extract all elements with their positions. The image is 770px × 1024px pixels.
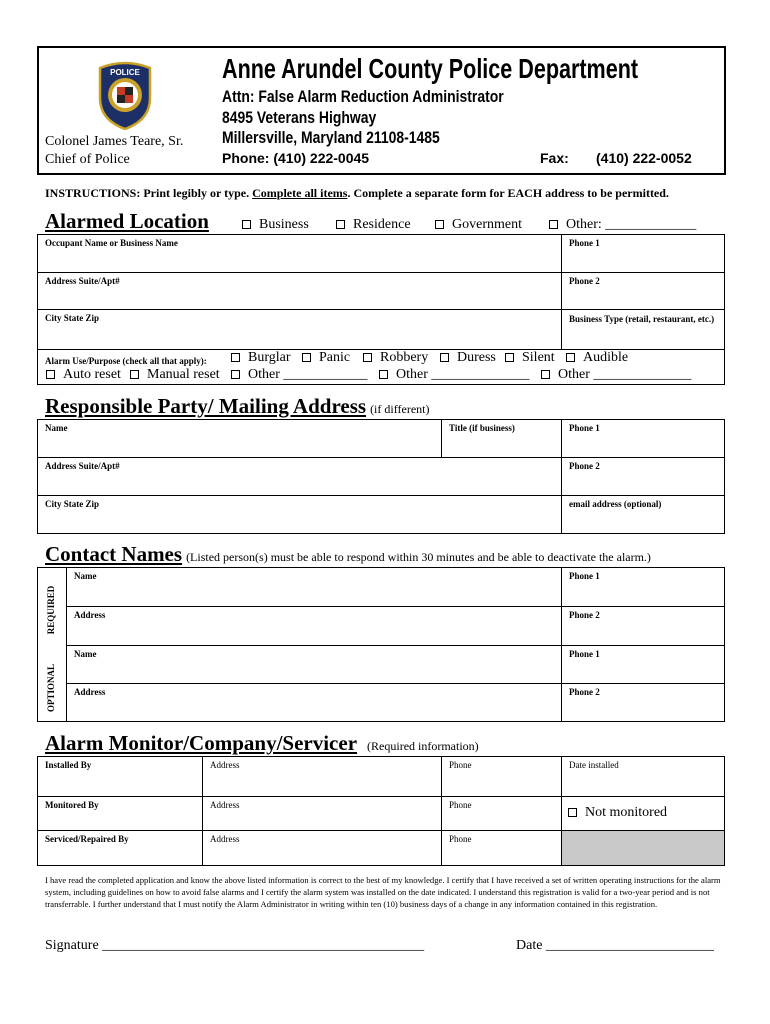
servicer-address-field[interactable] — [202, 830, 442, 866]
city-line: Millersville, Maryland 21108-1485 — [222, 128, 440, 147]
reset-other-3-label: Other ______________ — [558, 367, 692, 382]
alarm-monitor-heading: Alarm Monitor/Company/Servicer — [45, 731, 358, 755]
contact2-address-field[interactable] — [66, 683, 562, 722]
checkbox[interactable] — [302, 353, 311, 362]
reset-manual-label: Manual reset — [147, 367, 220, 382]
contact2-phone1-label: Phone 1 — [569, 649, 600, 659]
rp-title-field[interactable] — [441, 419, 562, 458]
type-residence-label: Residence — [353, 217, 411, 232]
location-city-field[interactable] — [37, 309, 562, 350]
contact1-address-field[interactable] — [66, 606, 562, 646]
responsible-party-heading: Responsible Party/ Mailing Address — [45, 394, 367, 418]
checkbox[interactable] — [549, 220, 558, 229]
contact2-phone2-field[interactable] — [561, 683, 725, 722]
checkbox[interactable] — [505, 353, 514, 362]
contact1-address-label: Address — [74, 610, 106, 620]
rp-phone2-label: Phone 2 — [569, 461, 600, 471]
monitor-phone-label: Phone — [449, 800, 472, 810]
chief-title: Chief of Police — [45, 152, 130, 167]
rp-title-label: Title (if business) — [449, 423, 515, 433]
date-line[interactable]: Date ________________________ — [516, 938, 714, 953]
installer-phone-label: Phone — [449, 760, 472, 770]
type-other[interactable] — [549, 217, 696, 233]
checkbox[interactable] — [130, 370, 139, 379]
use-robbery[interactable] — [363, 350, 428, 366]
installer-address-field[interactable] — [202, 756, 442, 797]
reset-manual[interactable] — [130, 367, 220, 383]
servicer-phone-label: Phone — [449, 834, 472, 844]
checkbox[interactable] — [242, 220, 251, 229]
department-title: Anne Arundel County Police Department — [222, 53, 639, 84]
use-silent[interactable] — [505, 350, 555, 366]
alarm-use-label: Alarm Use/Purpose (check all that apply): — [45, 356, 207, 366]
rp-email-field[interactable] — [561, 495, 725, 534]
checkbox[interactable] — [568, 808, 577, 817]
type-government-label: Government — [452, 217, 522, 232]
location-phone1-label: Phone 1 — [569, 238, 600, 248]
use-panic[interactable] — [302, 350, 350, 366]
contact1-name-field[interactable] — [66, 567, 562, 607]
badge-icon — [96, 58, 154, 130]
rp-city-label: City State Zip — [45, 499, 99, 509]
contact1-phone2-field[interactable] — [561, 606, 725, 646]
alarm-monitor-note: (Required information) — [367, 739, 479, 753]
servicer-phone-field[interactable] — [441, 830, 562, 866]
fax-number: (410) 222-0052 — [596, 150, 692, 166]
location-phone2-label: Phone 2 — [569, 276, 600, 286]
police-badge-logo — [96, 58, 154, 130]
checkbox[interactable] — [379, 370, 388, 379]
rp-email-label: email address (optional) — [569, 499, 662, 509]
signature-line[interactable]: Signature ______________________________________________ — [45, 938, 425, 953]
use-robbery-label: Robbery — [380, 350, 429, 365]
reset-other-1[interactable] — [231, 367, 367, 383]
date-installed-label: Date installed — [569, 760, 619, 770]
shaded-cell — [561, 830, 725, 866]
monitor-address-label: Address — [210, 800, 240, 810]
installer-phone-field[interactable] — [441, 756, 562, 797]
installed-by-label: Installed By — [45, 760, 92, 770]
alarmed-location-heading: Alarmed Location — [45, 209, 209, 233]
location-phone1-field[interactable] — [561, 234, 725, 273]
required-label: REQUIRED — [46, 585, 56, 635]
responsible-party-title — [45, 394, 429, 419]
checkbox[interactable] — [231, 370, 240, 379]
occupant-name-field[interactable] — [37, 234, 562, 273]
location-address-field[interactable] — [37, 272, 562, 310]
rp-name-label: Name — [45, 423, 68, 433]
type-other-label: Other: _____________ — [566, 217, 697, 232]
instructions-prefix: INSTRUCTIONS: Print legibly or type. — [45, 186, 253, 200]
serviced-by-label: Serviced/Repaired By — [45, 834, 129, 844]
installer-address-label: Address — [210, 760, 240, 770]
reset-other-3[interactable] — [541, 367, 691, 383]
street-line: 8495 Veterans Highway — [222, 108, 377, 127]
responsible-party-note: (if different) — [370, 402, 430, 416]
contact-names-note: (Listed person(s) must be able to respond within 30 minutes and be able to deactivate the alarm.) — [186, 550, 651, 564]
contact2-phone1-field[interactable] — [561, 645, 725, 684]
instructions-suffix: . Complete a separate form for EACH address to be permitted. — [347, 186, 669, 200]
type-business-label: Business — [259, 217, 309, 232]
checkbox[interactable] — [336, 220, 345, 229]
type-residence[interactable] — [336, 217, 411, 233]
rp-city-field[interactable] — [37, 495, 562, 534]
use-burglar-label: Burglar — [248, 350, 291, 365]
certification-text: I have read the completed application and know the above listed information is correct to the best of my knowledge. I certify that I have received a set of written operating instructions for the alarm system, including guidelines on how to avoid false alarms and I certify the alarm system was installed on the date indicated. I understand this registration is valid for a two-year period and is not transferrable. I further understand that I must notify the Alarm Administrator in writing within ten (10) business days of a change in any information contained in this registration. — [45, 875, 721, 909]
business-type-field[interactable] — [561, 309, 725, 350]
rp-address-label: Address Suite/Apt# — [45, 461, 120, 471]
use-duress-label: Duress — [457, 350, 496, 365]
use-audible-label: Audible — [583, 350, 629, 365]
type-government[interactable] — [435, 217, 522, 233]
attn-line: Attn: False Alarm Reduction Administrator — [222, 87, 504, 106]
location-phone2-field[interactable] — [561, 272, 725, 310]
reset-other-1-label: Other ____________ — [248, 367, 368, 382]
not-monitored-label: Not monitored — [585, 805, 668, 820]
checkbox[interactable] — [435, 220, 444, 229]
monitor-phone-field[interactable] — [441, 796, 562, 831]
reset-auto[interactable] — [46, 367, 121, 383]
business-type-label: Business Type (retail, restaurant, etc.) — [569, 314, 715, 324]
rp-phone2-field[interactable] — [561, 457, 725, 496]
occupant-name-label: Occupant Name or Business Name — [45, 238, 178, 248]
contact2-address-label: Address — [74, 687, 106, 697]
use-panic-label: Panic — [319, 350, 351, 365]
fax-label: Fax: — [540, 150, 569, 166]
location-address-label: Address Suite/Apt# — [45, 276, 120, 286]
use-silent-label: Silent — [522, 350, 555, 365]
type-business[interactable] — [242, 217, 309, 233]
instructions — [45, 186, 669, 201]
badge-text: POLICE — [110, 68, 140, 77]
checkbox[interactable] — [363, 353, 372, 362]
rp-phone1-field[interactable] — [561, 419, 725, 458]
contact1-phone1-field[interactable] — [561, 567, 725, 607]
location-city-label: City State Zip — [45, 313, 99, 323]
contact2-name-field[interactable] — [66, 645, 562, 684]
instructions-emphasis: Complete all items — [252, 186, 348, 200]
checkbox[interactable] — [46, 370, 55, 379]
monitor-address-field[interactable] — [202, 796, 442, 831]
reset-other-2[interactable] — [379, 367, 529, 383]
checkbox[interactable] — [541, 370, 550, 379]
reset-other-2-label: Other ______________ — [396, 367, 530, 382]
contact-names-title — [45, 542, 651, 567]
rp-name-field[interactable] — [37, 419, 442, 458]
use-audible[interactable] — [566, 350, 628, 366]
rp-address-field[interactable] — [37, 457, 562, 496]
contact1-phone2-label: Phone 2 — [569, 610, 600, 620]
reset-auto-label: Auto reset — [63, 367, 121, 382]
contact2-name-label: Name — [74, 649, 97, 659]
rp-phone1-label: Phone 1 — [569, 423, 600, 433]
optional-label: OPTIONAL — [46, 664, 56, 713]
checkbox[interactable] — [566, 353, 575, 362]
contact-names-heading: Contact Names — [45, 542, 183, 566]
contact1-phone1-label: Phone 1 — [569, 571, 600, 581]
monitored-by-field[interactable] — [37, 796, 203, 831]
contact2-phone2-label: Phone 2 — [569, 687, 600, 697]
checkbox[interactable] — [231, 353, 240, 362]
use-burglar[interactable] — [231, 350, 291, 366]
alarm-monitor-title — [45, 731, 479, 756]
checkbox[interactable] — [440, 353, 449, 362]
phone-line: Phone: (410) 222-0045 — [222, 150, 370, 166]
installed-by-field[interactable] — [37, 756, 203, 797]
not-monitored-option[interactable] — [568, 805, 667, 821]
date-installed-field[interactable] — [561, 756, 725, 797]
use-duress[interactable] — [440, 350, 496, 366]
chief-name: Colonel James Teare, Sr. — [45, 134, 184, 149]
monitored-by-label: Monitored By — [45, 800, 99, 810]
serviced-by-field[interactable] — [37, 830, 203, 866]
servicer-address-label: Address — [210, 834, 240, 844]
contact1-name-label: Name — [74, 571, 97, 581]
